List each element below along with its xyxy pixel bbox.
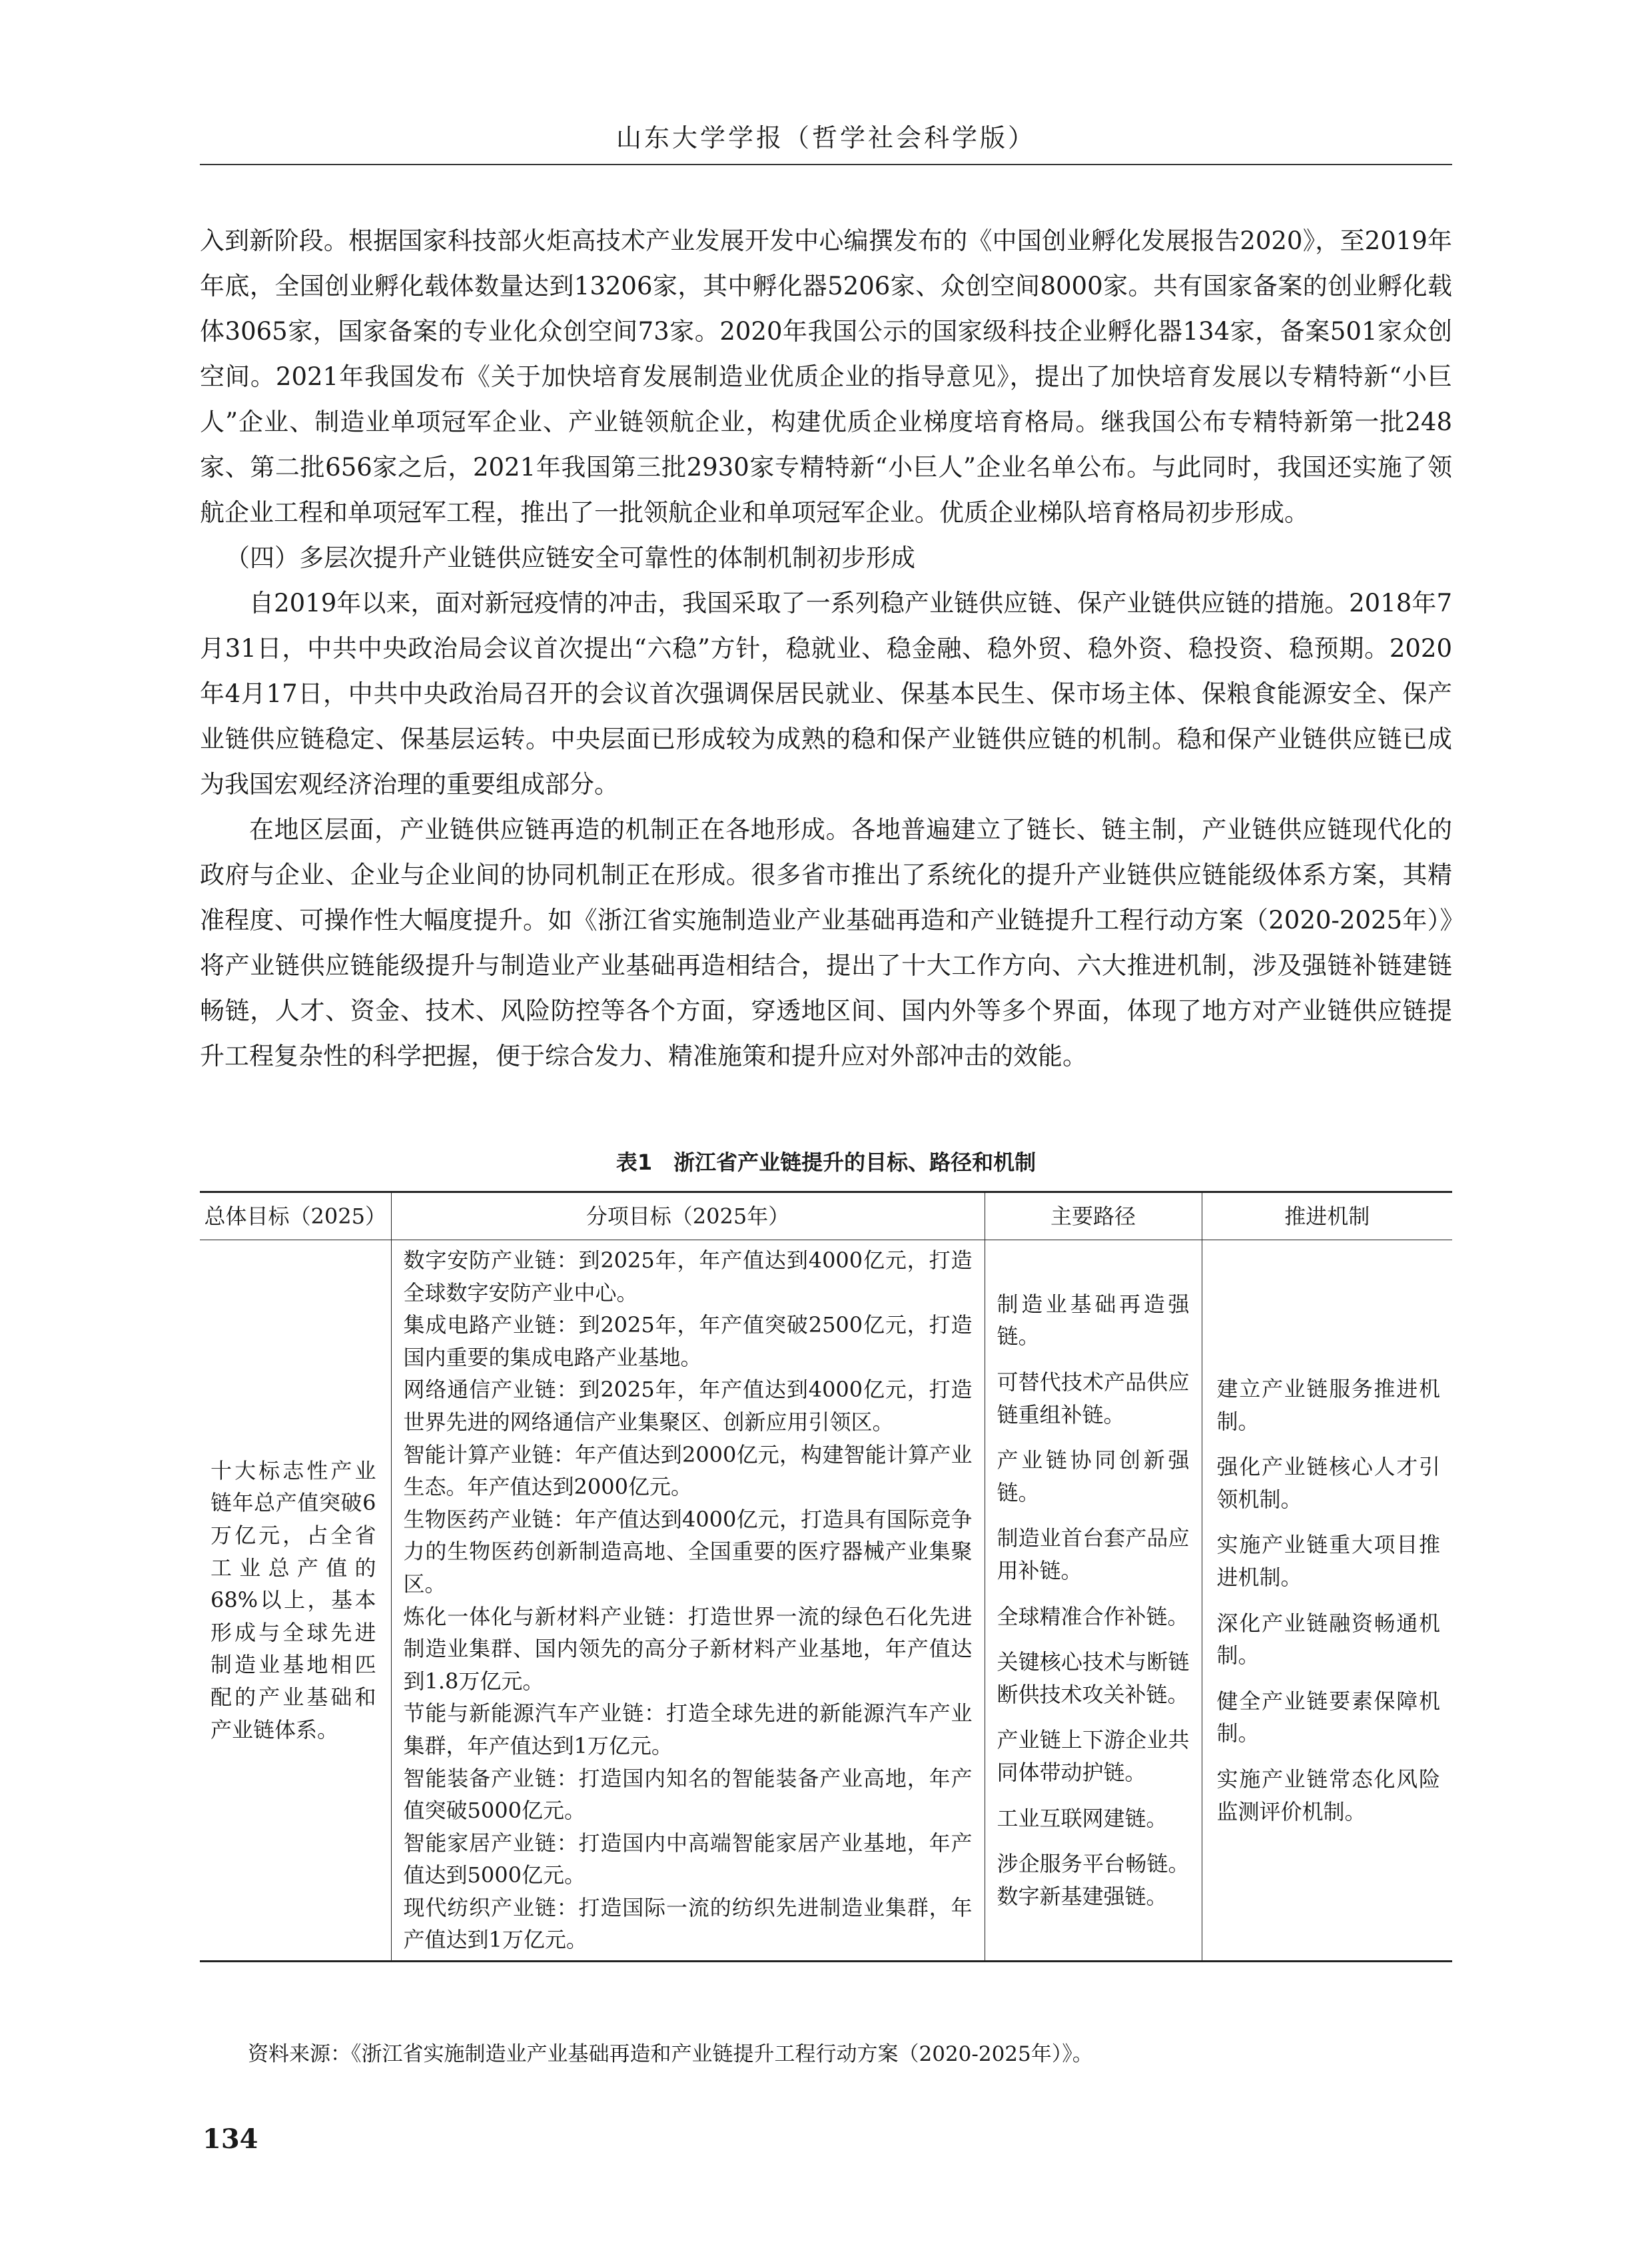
sub-goals-cell bbox=[391, 1240, 985, 1962]
sub-goal-item: 数字安防产业链：到2025年，年产值达到4000亿元，打造全球数字安防产业中心。 bbox=[403, 1248, 973, 1306]
sub-goal-item: 智能家居产业链：打造国内中高端智能家居产业基地，年产值达到5000亿元。 bbox=[403, 1830, 973, 1888]
path-item: 制造业首台套产品应用补链。 bbox=[997, 1525, 1190, 1583]
table-caption: 表1 浙江省产业链提升的目标、路径和机制 bbox=[616, 1150, 1036, 1175]
path-item: 可替代技术产品供应链重组补链。 bbox=[997, 1369, 1190, 1427]
header-overall-goal: 总体目标（2025） bbox=[200, 1192, 391, 1240]
targets-table bbox=[200, 1191, 1452, 1962]
mechanism-item: 健全产业链要素保障机制。 bbox=[1216, 1688, 1440, 1746]
mechanism-item: 强化产业链核心人才引领机制。 bbox=[1216, 1454, 1440, 1512]
path-item: 产业链协同创新强链。 bbox=[997, 1447, 1190, 1505]
running-head: 山东大学学报（哲学社会科学版） bbox=[616, 123, 1036, 153]
paragraph: 在地区层面，产业链供应链再造的机制正在各地形成。各地普遍建立了链长、链主制，产业链供应链现代化的政府与企业、企业与企业间的协同机制正在形成。很多省市推出了系统化的提升产业链供应链能级体系方案，其精准程度、可操作性大幅度提升。如《浙江省实施制造业产业基础再造和产业链提升工程行动方案（2020-2025年）》将产业链供应链能级提升与制造业产业基础再造相结合，提出了十大工作方向、六大推进机制，涉及强链补链建链畅链，人才、资金、技术、风险防控等各个方面，穿透地区间、国内外等多个界面，体现了地方对产业链供应链提升工程复杂性的科学把握，便于综合发力、精准施策和提升应对外部冲击的效能。 bbox=[200, 815, 1452, 1070]
path-item: 制造业基础再造强链。 bbox=[997, 1291, 1190, 1349]
mechanism-item: 建立产业链服务推进机制。 bbox=[1216, 1375, 1440, 1434]
mechanisms-cell bbox=[1202, 1240, 1452, 1962]
path-item: 关键核心技术与断链断供技术攻关补链。 bbox=[997, 1649, 1190, 1707]
header-mechanisms: 推进机制 bbox=[1202, 1192, 1452, 1240]
table-row bbox=[200, 1240, 1452, 1962]
mechanism-item: 深化产业链融资畅通机制。 bbox=[1216, 1610, 1440, 1669]
overall-goal-cell: 十大标志性产业链年总产值突破6万亿元，占全省工业总产值的68%以上，基本形成与全球先进制造业基地相匹配的产业基础和产业链体系。 bbox=[200, 1240, 391, 1962]
paragraph: 自2019年以来，面对新冠疫情的冲击，我国采取了一系列稳产业链供应链、保产业链供应链的措施。2018年7月31日，中共中央政治局会议首次提出“六稳”方针，稳就业、稳金融、稳外贸、稳外资、稳投资、稳预期。2020年4月17日，中共中央政治局召开的会议首次强调保居民就业、保基本民生、保市场主体、保粮食能源安全、保产业链供应链稳定、保基层运转。中央层面已形成较为成熟的稳和保产业链供应链的机制。稳和保产业链供应链已成为我国宏观经济治理的重要组成部分。 bbox=[200, 589, 1452, 799]
sub-goal-item: 生物医药产业链：年产值达到4000亿元，打造具有国际竞争力的生物医药创新制造高地、全国重要的医疗器械产业集聚区。 bbox=[403, 1506, 973, 1597]
sub-goal-item: 炼化一体化与新材料产业链：打造世界一流的绿色石化先进制造业集群、国内领先的高分子新材料产业基地，年产值达到1.8万亿元。 bbox=[403, 1603, 973, 1694]
sub-goal-item: 网络通信产业链：到2025年，年产值达到4000亿元，打造世界先进的网络通信产业集聚区、创新应用引领区。 bbox=[403, 1377, 973, 1435]
sub-goal-item: 现代纺织产业链：打造国际一流的纺织先进制造业集群，年产值达到1万亿元。 bbox=[403, 1894, 973, 1953]
mechanism-item: 实施产业链常态化风险监测评价机制。 bbox=[1216, 1766, 1440, 1824]
paragraph: 入到新阶段。根据国家科技部火炬高技术产业发展开发中心编撰发布的《中国创业孵化发展报告2020》，至2019年年底，全国创业孵化载体数量达到13206家，其中孵化器5206家、众创空间8000家。共有国家备案的创业孵化载体3065家，国家备案的专业化众创空间73家。2020年我国公示的国家级科技企业孵化器134家，备案501家众创空间。2021年我国发布《关于加快培育发展制造业优质企业的指导意见》，提出了加快培育发展以专精特新“小巨人”企业、制造业单项冠军企业、产业链领航企业，构建优质企业梯度培育格局。继我国公布专精特新第一批248家、第二批656家之后，2021年我国第三批2930家专精特新“小巨人”企业名单公布。与此同时，我国还实施了领航企业工程和单项冠军工程，推出了一批领航企业和单项冠军企业。优质企业梯队培育格局初步形成。 bbox=[200, 226, 1452, 527]
sub-goal-item: 节能与新能源汽车产业链：打造全球先进的新能源汽车产业集群，年产值达到1万亿元。 bbox=[403, 1700, 973, 1758]
sub-goal-item: 集成电路产业链：到2025年，年产值突破2500亿元，打造国内重要的集成电路产业基地。 bbox=[403, 1312, 973, 1370]
table-source-note: 资料来源：《浙江省实施制造业产业基础再造和产业链提升工程行动方案（2020-2025年）》。 bbox=[248, 2042, 1093, 2066]
header-main-paths: 主要路径 bbox=[985, 1192, 1202, 1240]
section-heading: （四）多层次提升产业链供应链安全可靠性的体制机制初步形成 bbox=[225, 544, 915, 572]
header-rule bbox=[200, 164, 1452, 165]
path-item: 全球精准合作补链。 bbox=[997, 1603, 1189, 1629]
page-number: 134 bbox=[203, 2123, 258, 2155]
sub-goal-item: 智能装备产业链：打造国内知名的智能装备产业高地，年产值突破5000亿元。 bbox=[403, 1765, 973, 1824]
path-item: 工业互联网建链。 bbox=[997, 1805, 1168, 1831]
table-header-row bbox=[200, 1192, 1452, 1240]
header-sub-goals: 分项目标（2025年） bbox=[391, 1192, 985, 1240]
main-paths-cell bbox=[985, 1240, 1202, 1962]
path-item: 涉企服务平台畅链。数字新基建强链。 bbox=[997, 1851, 1190, 1909]
path-item: 产业链上下游企业共同体带动护链。 bbox=[997, 1727, 1190, 1785]
sub-goal-item: 智能计算产业链：年产值达到2000亿元，构建智能计算产业生态。年产值达到2000亿元。 bbox=[403, 1441, 973, 1500]
body-text bbox=[200, 218, 1452, 1079]
mechanism-item: 实施产业链重大项目推进机制。 bbox=[1216, 1532, 1440, 1590]
